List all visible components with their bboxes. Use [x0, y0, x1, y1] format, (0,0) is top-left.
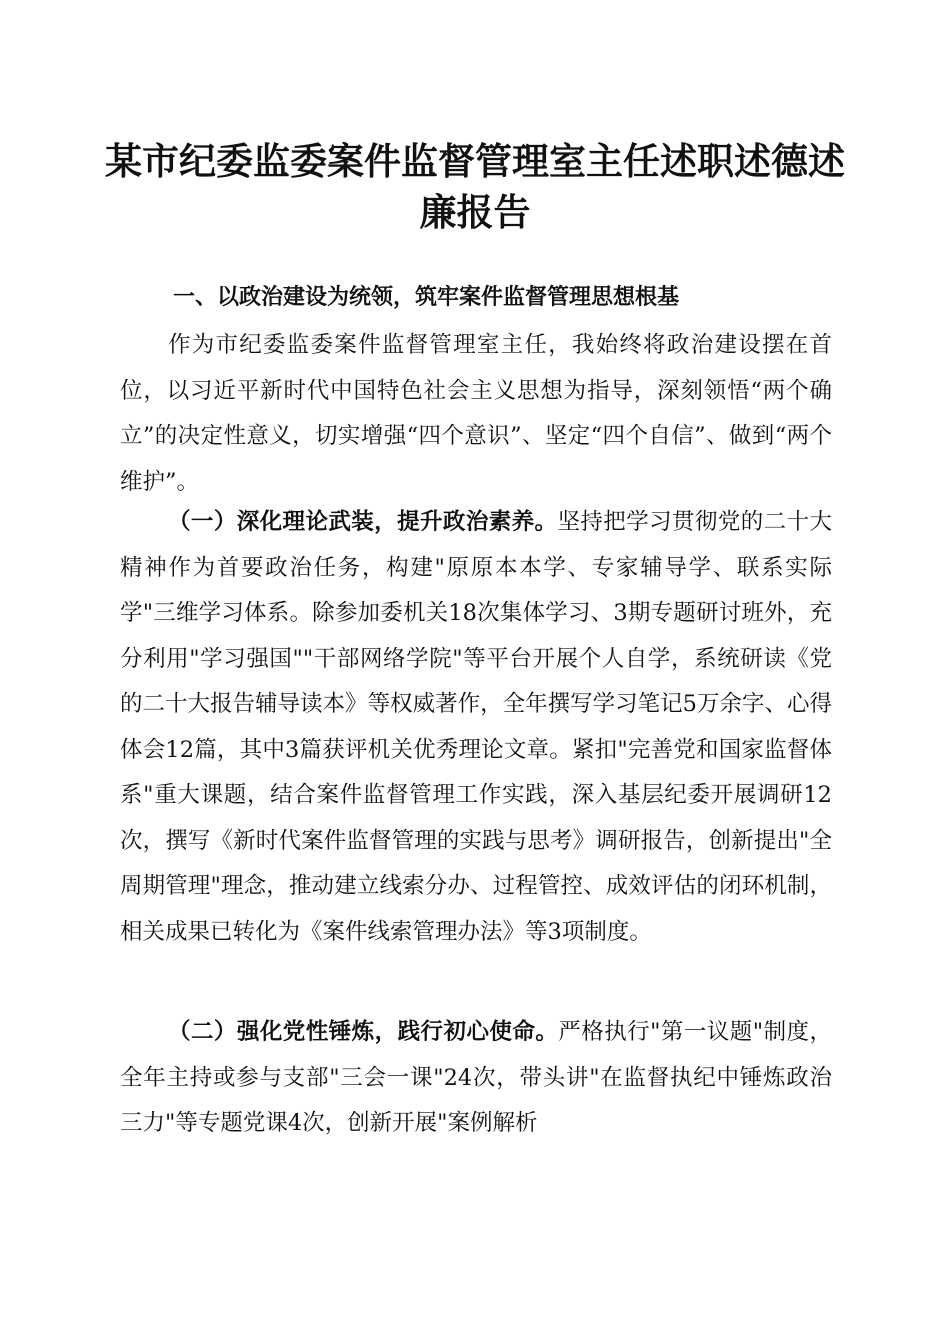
- subsection-1-heading: （一）深化理论武装，提升政治素养。: [168, 509, 558, 535]
- subsection-2-heading: （二）强化党性锤炼，践行初心使命。: [168, 1019, 559, 1045]
- subsection-2-body: 严格执行"第一议题"制度，全年主持或参与支部"三会一课"24次，带头讲"在监督执纪中锤炼政治三力"等专题党课4次，创新开展"案例解析: [120, 1019, 832, 1136]
- subsection-1-paragraph: [120, 500, 832, 955]
- intro-paragraph: 作为市纪委监委案件监督管理室主任，我始终将政治建设摆在首位，以习近平新时代中国特色社会主义思想为指导，深刻领悟“两个确立”的决定性意义，切实增强“四个意识”、坚定“四个自信”、做到“两个维护”。: [120, 332, 832, 495]
- title-line-1: 某市纪委监委案件监督管理室主任述职述德述: [105, 139, 845, 183]
- document-title: [100, 136, 850, 238]
- subsection-2-paragraph: [120, 1010, 832, 1175]
- subsection-1-body: 坚持把学习贯彻党的二十大精神作为首要政治任务，构建"原原本本学、专家辅导学、联系实际学"三维学习体系。除参加委机关18次集体学习、3期专题研讨班外，充分利用"学习强国""干部网络学院"等平台开展个人自学，系统研读《党的二十大报告辅导读本》等权威著作，全年撰写学习笔记5万余字、心得体会12篇，其中3篇获评机关优秀理论文章。紧扣"完善党和国家监督体系"重大课题，结合案件监督管理工作实践，深入基层纪委开展调研12次，撰写《新时代案件监督管理的实践与思考》调研报告，创新提出"全周期管理"理念，推动建立线索分办、过程管控、成效评估的闭环机制，相关成果已转化为《案件线索管理办法》等3项制度。: [120, 509, 832, 945]
- title-line-2: 廉报告: [419, 190, 531, 234]
- section-heading: 一、以政治建设为统领，筑牢案件监督管理思想根基: [173, 285, 680, 310]
